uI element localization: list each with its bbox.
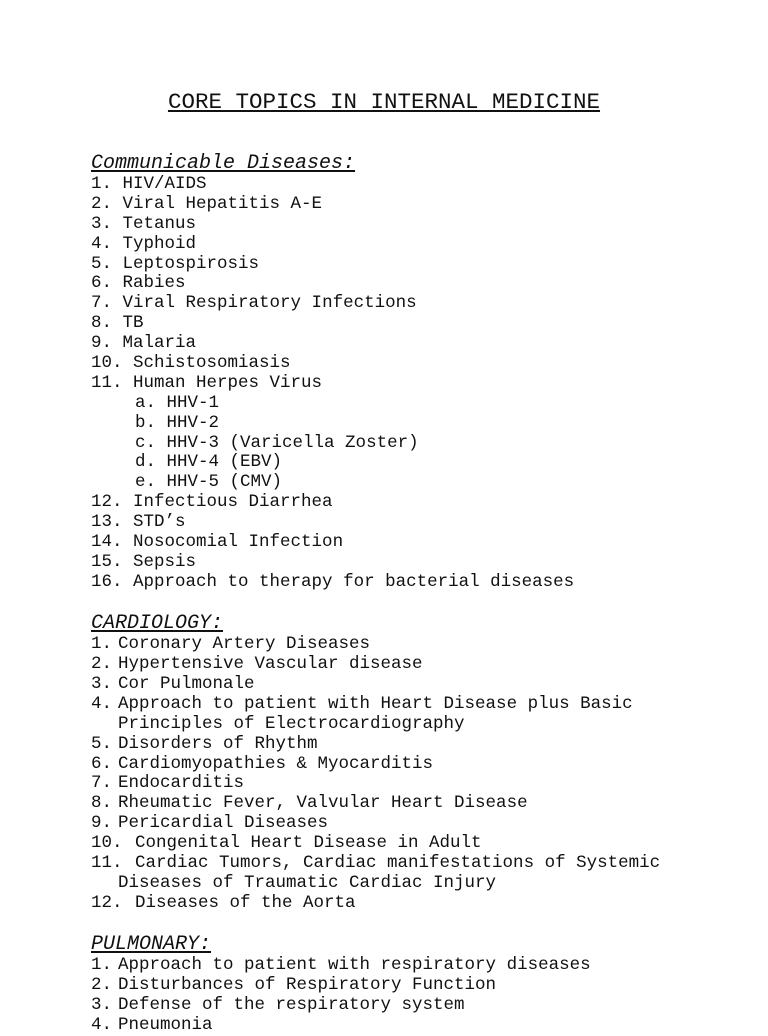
list-item [91, 834, 751, 854]
list-item-number: 4. [91, 233, 113, 254]
list-item-number: 2. [91, 193, 113, 214]
list-item [91, 215, 751, 235]
sub-list-item [91, 473, 751, 493]
list-item-text: Cardiomyopathies & Myocarditis [118, 753, 434, 774]
sub-list-item [91, 414, 751, 434]
list-item [91, 374, 751, 394]
list-item-text: TB [122, 313, 144, 334]
list-item-text: Pneumonia [118, 1014, 213, 1035]
sub-list-item-text: HHV-4 (EBV) [166, 452, 283, 473]
list-item-text: Endocarditis [118, 773, 245, 794]
list-item-number: 8. [91, 313, 113, 334]
section-pulmonary [91, 934, 751, 1036]
list-item-number: 3. [91, 994, 113, 1015]
list-item-text: Tetanus [122, 213, 197, 234]
sub-list-item [91, 394, 751, 414]
list-item-number: 2. [91, 654, 113, 675]
list-item-text: Approach to therapy for bacterial diseases [133, 571, 575, 592]
list-item [91, 996, 751, 1016]
list-item [91, 354, 751, 374]
list-item [91, 956, 751, 976]
sub-list-item-text: HHV-2 [166, 412, 220, 433]
list-item-text: Approach to patient with respiratory diseases [118, 955, 591, 976]
sub-list-item-letter: d. [135, 452, 157, 473]
list-item-number: 16. [91, 571, 123, 592]
list-item [91, 493, 751, 513]
list-item-number: 10. [91, 353, 123, 374]
list-item-number: 14. [91, 532, 123, 553]
sub-list-item [91, 434, 751, 454]
list-item [91, 314, 751, 334]
sub-list-item-letter: c. [135, 432, 157, 453]
list-item [91, 635, 751, 655]
list-item-text: Nosocomial Infection [133, 532, 344, 553]
list-item [91, 894, 751, 914]
list-item-text: STD’s [133, 512, 186, 533]
list-item-number: 4. [91, 1014, 113, 1035]
list-item [91, 513, 751, 533]
list-item-number: 2. [91, 975, 113, 996]
list-item [91, 675, 751, 695]
list-item [91, 294, 751, 314]
list-item [91, 195, 751, 215]
list-item-number: 12. [91, 492, 123, 513]
list-item-number: 13. [91, 512, 123, 533]
sub-list-item-text: HHV-5 (CMV) [166, 472, 283, 493]
list-item-text: Infectious Diarrhea [133, 492, 333, 513]
list-item [91, 976, 751, 996]
sub-list-item-text: HHV-1 [166, 392, 220, 413]
list-item [91, 533, 751, 553]
list-item-text: Leptospirosis [122, 253, 260, 274]
list-item-number: 5. [91, 253, 113, 274]
list-item [91, 774, 751, 794]
list-item [91, 814, 751, 834]
list-item-text: Approach to patient with Heart Disease plus Basic [118, 693, 633, 714]
list-item [91, 235, 751, 255]
list-item [91, 274, 751, 294]
list-item [91, 334, 751, 354]
list-item-text: Rabies [122, 273, 186, 294]
list-item [91, 854, 751, 874]
list-item-number: 3. [91, 673, 113, 694]
document-title: CORE TOPICS IN INTERNAL MEDICINE [167, 89, 601, 115]
list-item [91, 175, 751, 195]
list-item-text: Congenital Heart Disease in Adult [135, 833, 482, 854]
section-heading: Communicable Diseases: [91, 152, 356, 175]
sub-list-item-letter: e. [135, 472, 157, 493]
list-item-number: 9. [91, 333, 113, 354]
list-item-text: Viral Hepatitis A-E [122, 193, 323, 214]
list-item-text: Defense of the respiratory system [118, 994, 465, 1015]
section-heading: PULMONARY: [91, 933, 212, 957]
sub-list-item [91, 453, 751, 473]
list-item-number: 6. [91, 273, 113, 294]
list-item-number: 7. [91, 773, 113, 794]
sub-list-item-letter: b. [135, 412, 157, 433]
list-item-text: Schistosomiasis [133, 353, 291, 374]
list-item-continuation: Diseases of Traumatic Cardiac Injury [118, 872, 497, 893]
list-item-text: HIV/AIDS [122, 174, 207, 194]
list-item-number: 12. [91, 892, 123, 913]
list-item [91, 755, 751, 775]
list-item-number: 3. [91, 213, 113, 234]
list-item-continuation: Principles of Electrocardiography [118, 713, 465, 734]
section-communicable-diseases [91, 153, 751, 593]
list-item-text: Hypertensive Vascular disease [118, 654, 423, 675]
section-heading: CARDIOLOGY: [91, 612, 224, 636]
list-item-text: Diseases of the Aorta [135, 892, 356, 913]
list-item-number: 10. [91, 833, 123, 854]
list-item-number: 11. [91, 372, 123, 393]
document-body [91, 153, 751, 1036]
list-item [91, 1016, 751, 1036]
list-item-number: 1. [91, 955, 113, 976]
list-item-text: Human Herpes Virus [133, 372, 323, 393]
list-item-text: Malaria [122, 333, 197, 354]
list-item-number: 9. [91, 813, 113, 834]
list-item-text: Coronary Artery Diseases [118, 634, 371, 655]
list-item-number: 4. [91, 693, 113, 714]
list-item [91, 255, 751, 275]
sub-list-item-letter: a. [135, 392, 157, 413]
list-item-text: Rheumatic Fever, Valvular Heart Disease [118, 793, 528, 814]
list-item-text: Cardiac Tumors, Cardiac manifestations of Systemic [135, 853, 661, 873]
list-item-number: 1. [91, 634, 113, 655]
list-item-text: Typhoid [122, 233, 197, 254]
list-item-number: 6. [91, 753, 113, 774]
list-item-text: Disorders of Rhythm [118, 733, 318, 754]
list-item-text: Viral Respiratory Infections [122, 293, 417, 314]
list-item [91, 695, 751, 715]
list-item [91, 553, 751, 573]
list-item [91, 735, 751, 755]
section-cardiology [91, 613, 751, 913]
list-item-text: Cor Pulmonale [118, 673, 255, 694]
list-item-number: 5. [91, 733, 113, 754]
list-item-number: 7. [91, 293, 113, 314]
list-item-number: 15. [91, 551, 123, 572]
list-item-text: Disturbances of Respiratory Function [118, 975, 497, 996]
list-item [91, 573, 751, 593]
list-item-number: 8. [91, 793, 113, 814]
list-item [91, 655, 751, 675]
sub-list-item-text: HHV-3 (Varicella Zoster) [166, 432, 419, 453]
list-item-number: 11. [91, 853, 123, 873]
list-item-text: Pericardial Diseases [118, 813, 329, 834]
list-item [91, 794, 751, 814]
list-item-number: 1. [91, 174, 113, 194]
list-item-text: Sepsis [133, 551, 197, 572]
